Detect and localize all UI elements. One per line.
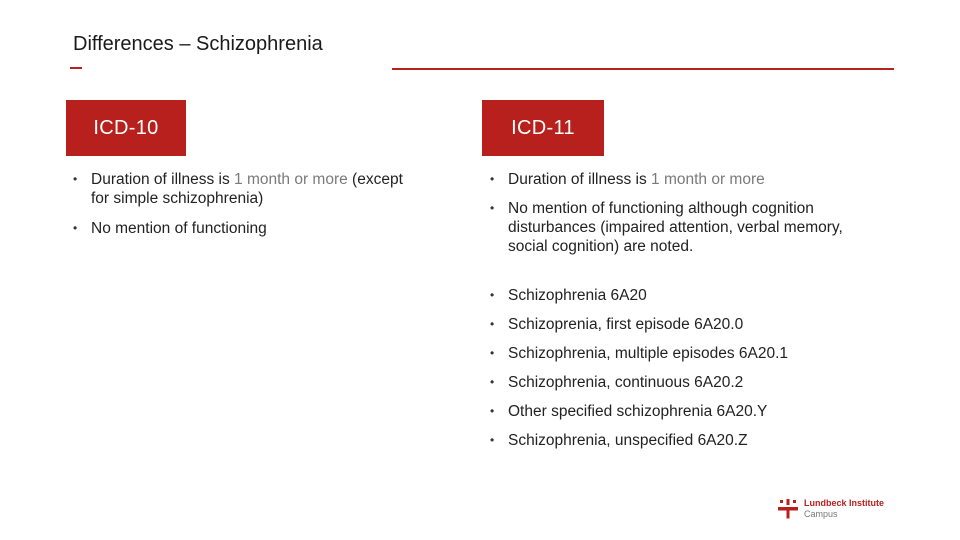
lundbeck-logo-icon	[778, 499, 798, 519]
bullet-highlight: 1 month or more	[234, 171, 348, 188]
bullet-text: (except for simple schizophrenia)	[91, 171, 403, 207]
logo-name: Lundbeck Institute	[804, 498, 885, 508]
icd11-bullet-duration	[490, 170, 880, 189]
icd11-bullet-code	[490, 402, 880, 421]
icd10-bullet-functioning	[73, 219, 413, 238]
icd11-bullet-code	[490, 315, 880, 334]
bullet-text: No mention of functioning	[91, 220, 267, 237]
title-underline-long	[392, 68, 894, 70]
bullet-text: Duration of illness is	[508, 171, 652, 188]
icd11-bullet-code	[490, 344, 880, 363]
icd11-bullet-functioning	[490, 199, 880, 256]
icd11-header: ICD-11	[482, 100, 604, 156]
bullet-text: Schizoprenia, first episode 6A20.0	[508, 316, 744, 333]
bullet-text: Duration of illness is	[91, 171, 235, 188]
bullet-text: Other specified schizophrenia 6A20.Y	[508, 403, 768, 420]
bullet-text: Schizophrenia, continuous 6A20.2	[508, 374, 744, 391]
bullet-highlight: 1 month or more	[651, 171, 765, 188]
slide-title: Differences – Schizophrenia	[73, 33, 323, 55]
icd11-bullet-list	[490, 170, 880, 450]
bullet-text: Schizophrenia, unspecified 6A20.Z	[508, 432, 748, 449]
logo-subtitle: Campus	[804, 509, 838, 519]
bullet-text: Schizophrenia, multiple episodes 6A20.1	[508, 345, 789, 362]
icd11-bullet-code	[490, 431, 880, 450]
icd10-header: ICD-10	[66, 100, 186, 156]
icd11-bullet-code	[490, 286, 880, 305]
icd10-bullet-duration	[73, 170, 413, 208]
lundbeck-logo	[778, 497, 898, 521]
bullet-text: No mention of functioning although cognition disturbances (impaired attention, verbal memory, social cognition) are noted.	[508, 200, 843, 255]
icd10-bullet-list	[73, 170, 413, 238]
bullet-text: Schizophrenia 6A20	[508, 287, 647, 304]
icd11-bullet-code	[490, 373, 880, 392]
title-underline-short	[70, 67, 82, 69]
